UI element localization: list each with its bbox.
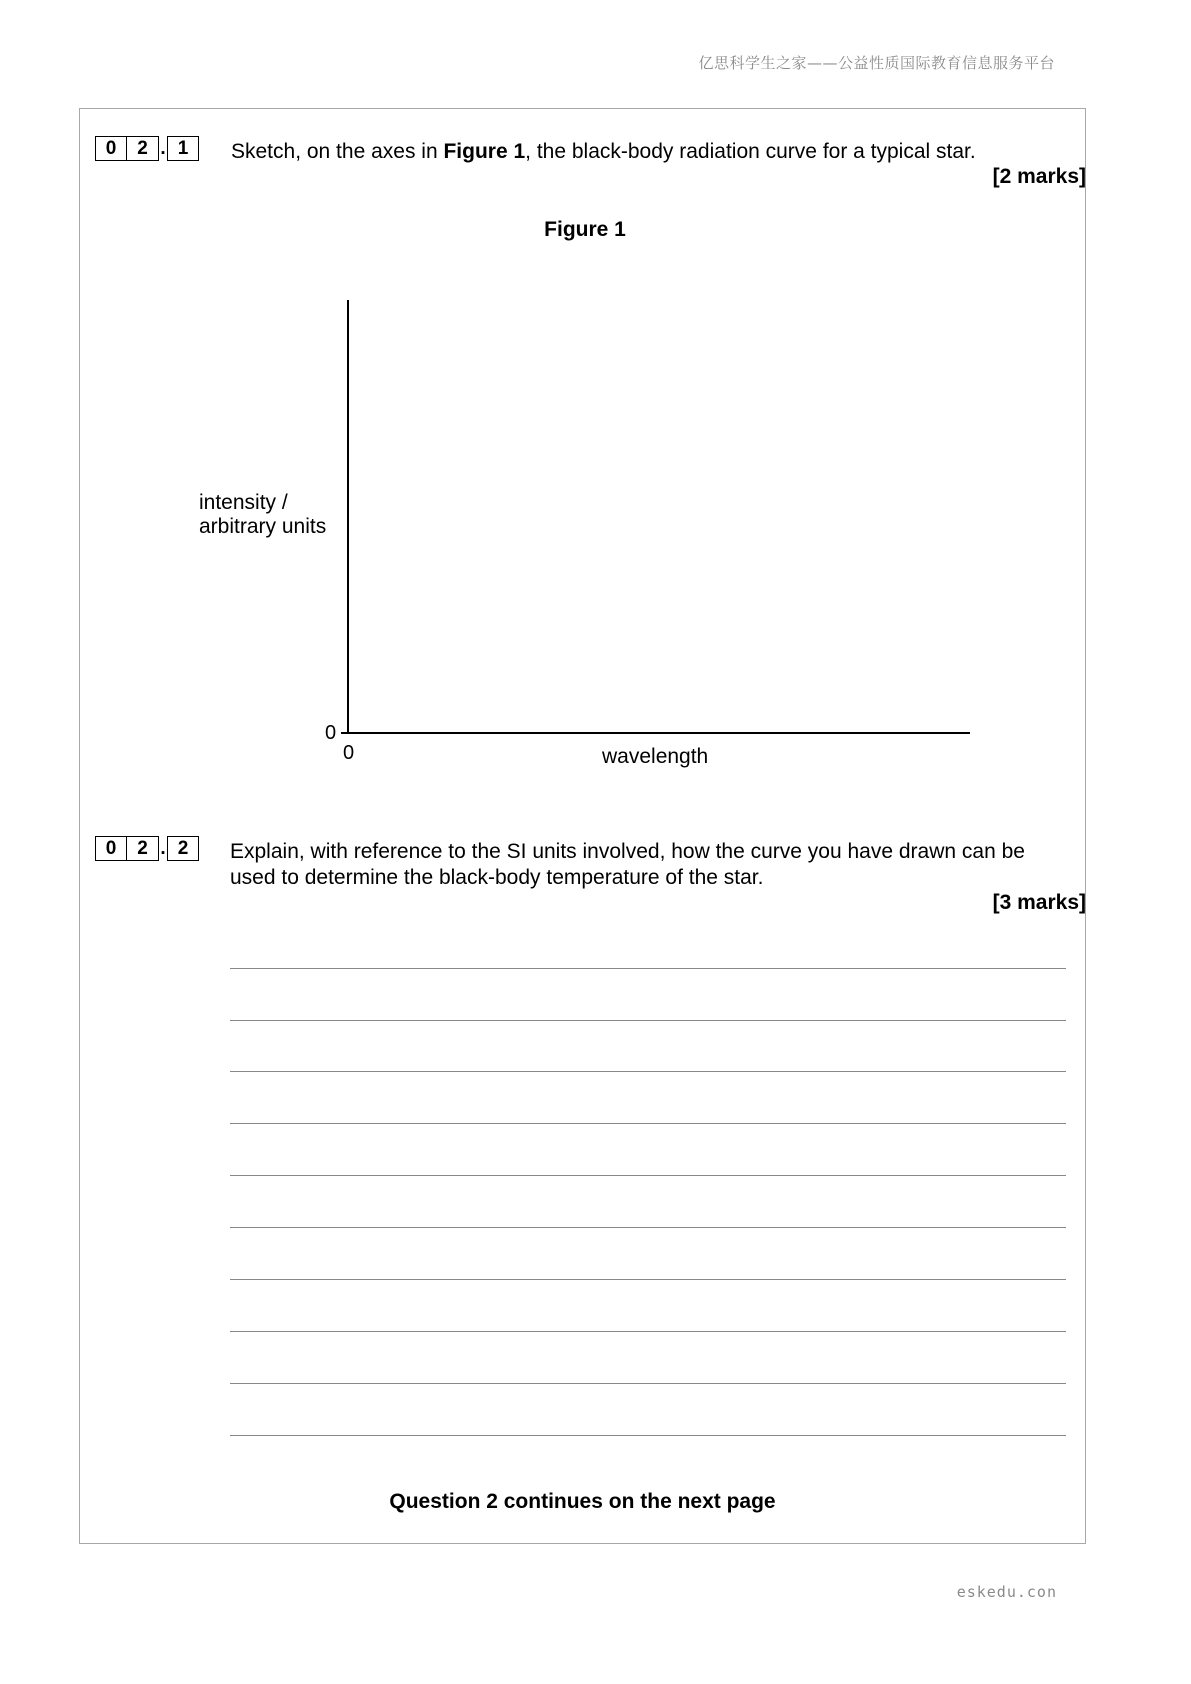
answer-line[interactable] — [230, 1175, 1066, 1176]
figure-reference: Figure 1 — [443, 140, 526, 163]
answer-line[interactable] — [230, 1020, 1066, 1021]
figure-axes — [0, 0, 1191, 800]
answer-line[interactable] — [230, 1227, 1066, 1228]
question-number-digit: 2 — [127, 136, 159, 161]
question-number-dot: . — [160, 137, 166, 159]
y-origin-label: 0 — [325, 722, 337, 744]
answer-line[interactable] — [230, 1435, 1066, 1436]
question-text-line: Explain, with reference to the SI units involved, how the curve you have drawn can be — [230, 840, 1025, 863]
answer-line[interactable] — [230, 1123, 1066, 1124]
question-number-digit: 2 — [127, 836, 159, 861]
question-text-part: , the black-body radiation curve for a typical star. — [525, 140, 976, 163]
x-origin-label: 0 — [343, 742, 355, 764]
question-number-digit: 0 — [95, 836, 127, 861]
continues-notice: Question 2 continues on the next page — [389, 1490, 776, 1513]
answer-line[interactable] — [230, 1331, 1066, 1332]
answer-line[interactable] — [230, 968, 1066, 969]
header-text: 亿思科学生之家——公益性质国际教育信息服务平台 — [698, 54, 1055, 72]
question-number-dot: . — [160, 837, 166, 859]
y-axis-label — [199, 491, 326, 539]
y-axis-label-line: arbitrary units — [199, 515, 327, 538]
question-number-02-2 — [95, 836, 199, 861]
y-axis-label-line: intensity / — [199, 491, 288, 514]
x-axis-label: wavelength — [602, 745, 709, 768]
marks-label: [3 marks] — [992, 891, 1086, 914]
marks-label: [2 marks] — [992, 165, 1086, 188]
question-text-line: used to determine the black-body temperature of the star. — [230, 866, 764, 889]
question-number-digit: 0 — [95, 136, 127, 161]
question-part-digit: 2 — [167, 836, 199, 861]
footer-text: eskedu.con — [956, 1583, 1057, 1601]
question-text-part: Sketch, on the axes in — [231, 140, 444, 163]
question-part-digit: 1 — [167, 136, 199, 161]
question-text — [230, 839, 1025, 891]
answer-line[interactable] — [230, 1071, 1066, 1072]
figure-title: Figure 1 — [544, 218, 626, 241]
answer-line[interactable] — [230, 1383, 1066, 1384]
answer-line[interactable] — [230, 1279, 1066, 1280]
